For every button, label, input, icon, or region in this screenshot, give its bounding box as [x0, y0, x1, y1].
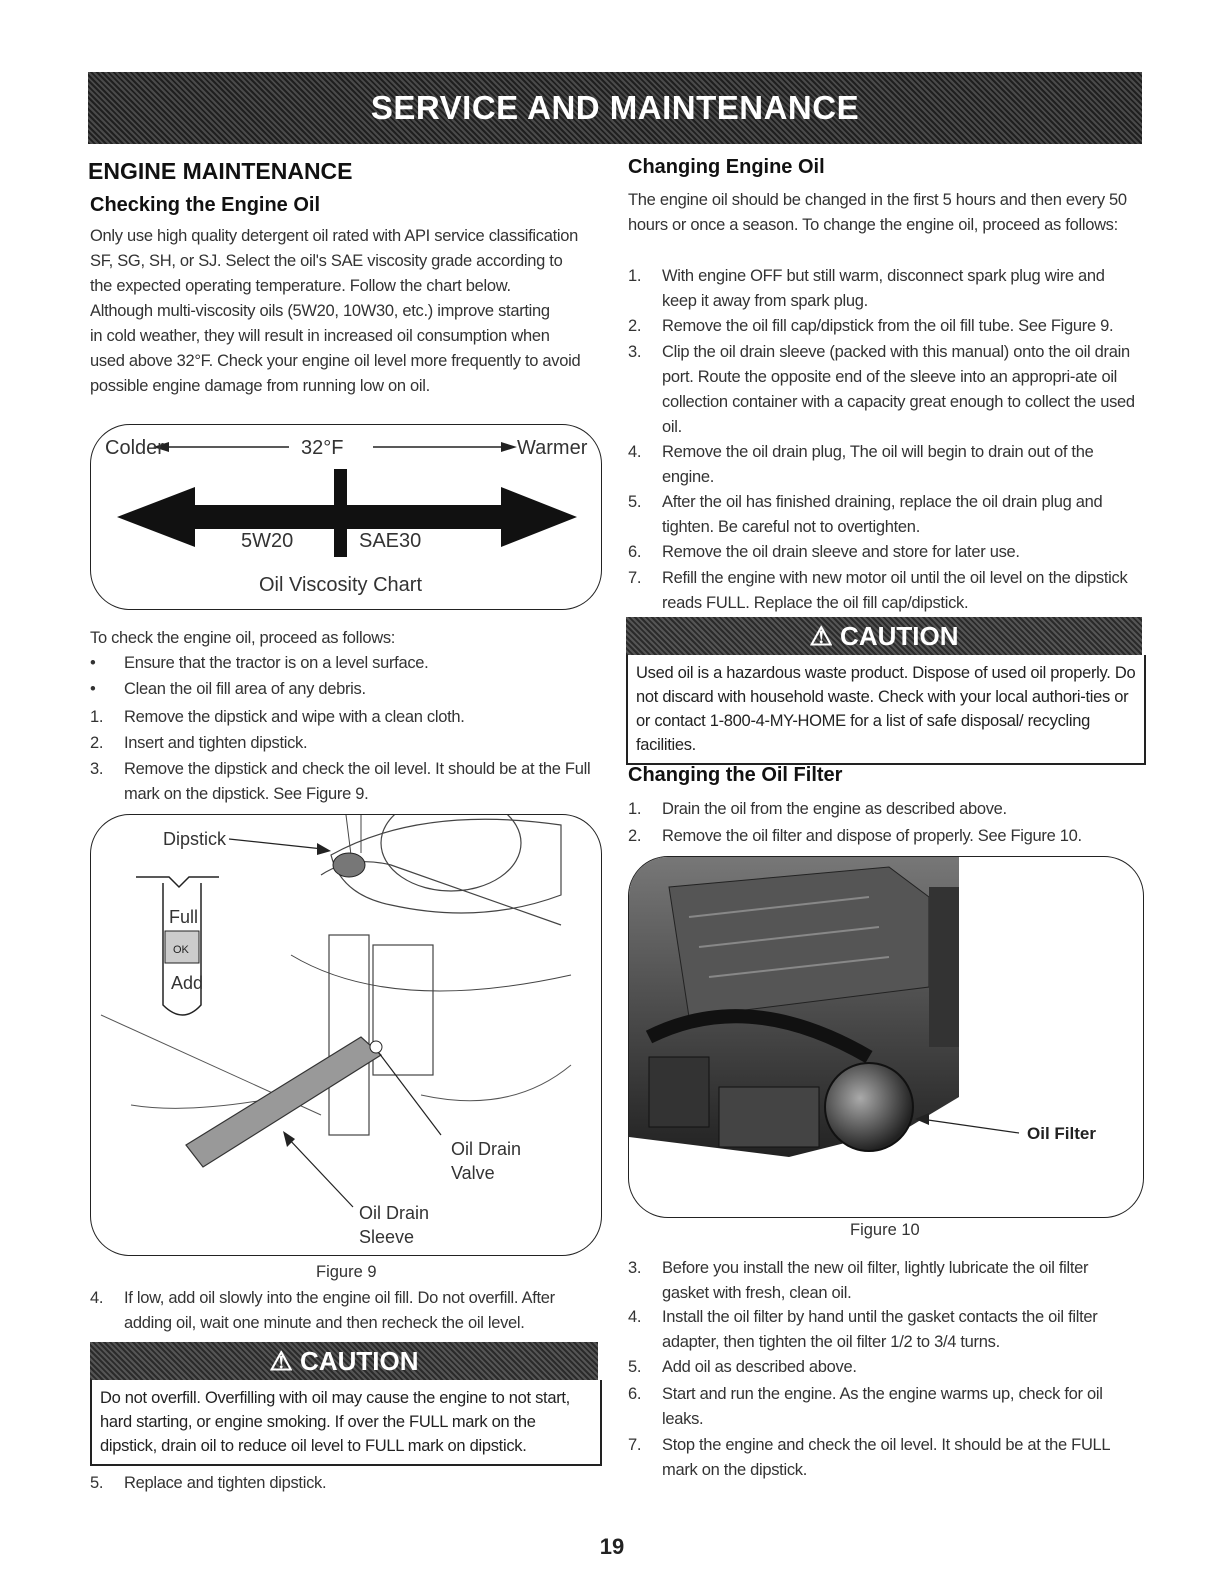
caution-banner-right: [626, 617, 1142, 655]
step-text: Remove the oil drain sleeve and store for later use.: [662, 543, 1020, 561]
list-item: [628, 797, 1133, 822]
step-number: 1.: [628, 800, 642, 818]
grade-left-label: 5W20: [241, 530, 294, 552]
list-item: [90, 757, 595, 807]
list-item: [90, 1471, 595, 1496]
engine-base: [719, 1087, 819, 1147]
step-text: Replace and tighten dipstick.: [124, 1474, 327, 1492]
list-item: [628, 1305, 1133, 1355]
step-text: Start and run the engine. As the engine warms up, check for oil leaks.: [662, 1385, 1103, 1428]
step-text: Drain the oil from the engine as described above.: [662, 800, 1007, 818]
step-number: •: [90, 680, 96, 698]
drain-valve-label-2: Valve: [451, 1163, 495, 1183]
caution-label: ⚠ CAUTION: [269, 1345, 419, 1376]
check-intro: To check the engine oil, proceed as follows:: [90, 629, 396, 647]
dipstick-pointer: [229, 839, 323, 849]
left-big-arrow: [117, 487, 337, 547]
step-text: Ensure that the tractor is on a level surface.: [124, 654, 429, 672]
oil-tube: [329, 935, 369, 1135]
engine-block: [649, 1057, 709, 1127]
list-item: [628, 1355, 1133, 1380]
step-number: 2.: [628, 827, 642, 845]
engine-cap-outline: [381, 815, 521, 891]
viscosity-chart-frame: [90, 424, 602, 610]
step-number: 4.: [90, 1289, 104, 1307]
list-item: [90, 677, 600, 702]
step-number: •: [90, 654, 96, 672]
step-text: Refill the engine with new motor oil until the oil level on the dipstick reads FULL. Replace the oil fill cap/dipstick.: [662, 569, 1128, 612]
step-number: 1.: [90, 708, 104, 726]
list-item: [90, 651, 600, 676]
dipstick-cap: [333, 853, 365, 877]
step-number: 3.: [628, 1259, 642, 1277]
dipstick-cap-lines: [346, 815, 361, 855]
caution-text-label: CAUTION: [840, 620, 959, 651]
list-item: [628, 1382, 1133, 1432]
grade-right-label: SAE30: [359, 530, 422, 552]
intro-line: SF, SG, SH, or SJ. Select the oil's SAE viscosity grade according to: [90, 252, 563, 270]
drain-valve-shape: [370, 1041, 382, 1053]
step-text: Clean the oil fill area of any debris.: [124, 680, 366, 698]
engine-maintenance-heading: ENGINE MAINTENANCE: [88, 158, 353, 184]
step-number: 3.: [90, 760, 104, 778]
list-item: [628, 824, 1133, 849]
chart-caption: Oil Viscosity Chart: [259, 574, 423, 596]
step-text: Before you install the new oil filter, lightly lubricate the oil filter gasket with fresh, clean oil.: [662, 1259, 1089, 1302]
page-number: 19: [599, 1534, 625, 1559]
list-item: [90, 1286, 595, 1336]
ok-label: OK: [173, 944, 189, 956]
list-item: [628, 566, 1133, 616]
step-number: 7.: [628, 569, 642, 587]
step-number: 2.: [628, 317, 642, 335]
drain-valve-label-1: Oil Drain: [451, 1139, 522, 1159]
list-item: [628, 340, 1138, 440]
step-number: 6.: [628, 543, 642, 561]
changing-oil-heading: Changing Engine Oil: [628, 156, 825, 178]
step-text: If low, add oil slowly into the engine oil fill. Do not overfill. After adding oil, wait one minute and then recheck the oil level.: [124, 1289, 555, 1332]
caution-label: ⚠ CAUTION: [809, 620, 959, 651]
list-item: [628, 1433, 1133, 1483]
step-text: Insert and tighten dipstick.: [124, 734, 308, 752]
list-item: [90, 731, 600, 756]
colder-label: Colder: [105, 437, 164, 459]
list-item: [90, 705, 600, 730]
step-text: Remove the oil filter and dispose of properly. See Figure 10.: [662, 827, 1082, 845]
list-item: [628, 264, 1133, 314]
checking-oil-heading: Checking the Engine Oil: [90, 194, 321, 216]
temp-label: 32°F: [301, 437, 344, 459]
caution-banner-left: [90, 1342, 598, 1380]
step-text: Remove the dipstick and wipe with a clean cloth.: [124, 708, 465, 726]
banner-title: SERVICE AND MAINTENANCE: [370, 89, 860, 126]
list-item: [628, 1256, 1133, 1306]
figure-9-illustration: [91, 815, 601, 1255]
list-item: [628, 490, 1133, 540]
step-text: With engine OFF but still warm, disconnect spark plug wire and keep it away from spark plug.: [662, 267, 1105, 310]
oil-filter-label: Oil Filter: [1027, 1124, 1096, 1143]
list-item: [628, 440, 1133, 490]
step-text: Remove the oil drain plug, The oil will begin to drain out of the engine.: [662, 443, 1094, 486]
oil-filter-heading: Changing the Oil Filter: [628, 764, 843, 786]
step-number: 4.: [628, 1308, 642, 1326]
dipstick-top: [136, 877, 219, 887]
page-banner: [88, 72, 1142, 144]
figure-9-frame: [90, 814, 602, 1256]
sleeve-pointer-head: [283, 1131, 295, 1147]
figure-9-caption: Figure 9: [316, 1263, 377, 1281]
dipstick-label: Dipstick: [163, 829, 227, 849]
valve-pointer: [379, 1053, 441, 1135]
filter-pointer: [921, 1119, 1019, 1133]
figure-10-caption: Figure 10: [850, 1221, 920, 1239]
warmer-arrowhead: [501, 442, 517, 452]
step-text: Stop the engine and check the oil level. It should be at the FULL mark on the dipstick.: [662, 1436, 1110, 1479]
sleeve-pointer: [287, 1137, 353, 1207]
drain-sleeve-shape: [186, 1037, 381, 1167]
step-text: Install the oil filter by hand until the gasket contacts the oil filter adapter, then tighten the oil filter 1/2 to 3/4 turns.: [662, 1308, 1098, 1351]
step-number: 4.: [628, 443, 642, 461]
step-number: 1.: [628, 267, 642, 285]
viscosity-chart: [91, 425, 601, 609]
step-number: 7.: [628, 1436, 642, 1454]
dipstick-pointer-head: [317, 843, 331, 855]
list-item: [628, 314, 1133, 339]
engine-top-outline: [331, 819, 561, 913]
list-item: [628, 540, 1133, 565]
figure-10-photo: [629, 857, 1143, 1217]
step-number: 5.: [628, 493, 642, 511]
intro-line: in cold weather, they will result in increased oil consumption when: [90, 327, 550, 345]
step-text: Add oil as described above.: [662, 1358, 857, 1376]
step-text: Remove the dipstick and check the oil level. It should be at the Full mark on the dipstick. See Figure 9.: [124, 760, 591, 803]
add-label: Add: [171, 973, 204, 993]
intro-line: possible engine damage from running low on oil.: [90, 377, 430, 395]
intro-line: Although multi-viscosity oils (5W20, 10W30, etc.) improve starting: [90, 302, 550, 320]
figure-10-frame: [628, 856, 1144, 1218]
step-number: 5.: [628, 1358, 642, 1376]
step-number: 2.: [90, 734, 104, 752]
deck-curve: [421, 1065, 571, 1101]
intro-line: Only use high quality detergent oil rated with API service classification: [90, 227, 579, 245]
full-label: Full: [169, 907, 199, 927]
oil-filter-shape: [825, 1063, 913, 1151]
caution-box-right: Used oil is a hazardous waste product. Dispose of used oil properly. Do not discard with household waste. Check with your local authori-ties or or contact 1-800-4-MY-HOME for a list of safe disposal/ recycling facilities.: [626, 655, 1146, 765]
engine-line: [291, 955, 571, 991]
drain-sleeve-label-1: Oil Drain: [359, 1203, 430, 1223]
step-number: 3.: [628, 343, 642, 361]
step-number: 5.: [90, 1474, 104, 1492]
step-text: After the oil has finished draining, replace the oil drain plug and tighten. Be careful not to overtighten.: [662, 493, 1103, 536]
caution-box-left: Do not overfill. Overfilling with oil may cause the engine to not start, hard starting, or engine smoking. If over the FULL mark on the dipstick, drain oil to reduce oil level to FULL mark on dipstick.: [90, 1380, 602, 1466]
caution-text-label: CAUTION: [300, 1345, 419, 1376]
drain-sleeve-label-2: Sleeve: [359, 1227, 415, 1247]
step-text: Clip the oil drain sleeve (packed with this manual) onto the oil drain port. Route the opposite end of the sleeve into an appropri-ate oil collection container with a capacity great enough to collect the used oil.: [662, 343, 1135, 436]
engine-side: [929, 887, 959, 1047]
warmer-label: Warmer: [517, 437, 588, 459]
intro-line: the expected operating temperature. Follow the chart below.: [90, 277, 511, 295]
changing-oil-intro: The engine oil should be changed in the first 5 hours and then every 50 hours or once a season. To change the engine oil, proceed as follows:: [628, 191, 1127, 234]
engine-body: [373, 945, 433, 1075]
intro-line: used above 32°F. Check your engine oil level more frequently to avoid: [90, 352, 581, 370]
step-text: Remove the oil fill cap/dipstick from the oil fill tube. See Figure 9.: [662, 317, 1114, 335]
step-number: 6.: [628, 1385, 642, 1403]
oil-intro-paragraph: [90, 224, 605, 399]
divider-bar: [334, 469, 347, 557]
